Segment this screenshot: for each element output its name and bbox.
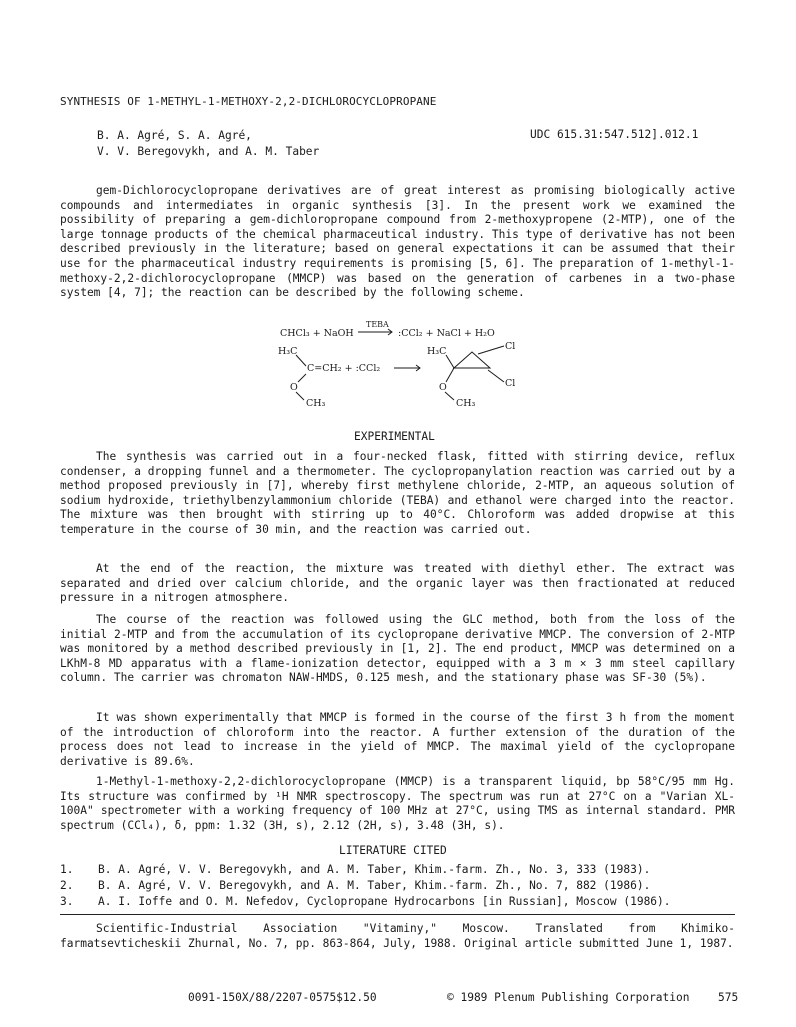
bond-o-ch3-right bbox=[445, 392, 454, 400]
experimental-text-5: 1-Methyl-1-methoxy-2,2-dichlorocyclopropane (MMCP) is a transparent liquid, bp 58°C/95 mm Hg. Its structure was confirmed by ¹H NMR spectroscopy. The spectrum was run at 27°C on a "Varian XL-100A" spectrometer with a working frequency of 100 MHz at 27°C, using TMS as internal standard. PMR spectrum (CCl₄), δ, ppm: 1.32 (3H, s), 2.12 (2H, s), 3.48 (3H, s). bbox=[60, 775, 735, 832]
scheme-o-left: O bbox=[290, 382, 298, 393]
reference-item bbox=[60, 894, 740, 910]
intro-text: gem-Dichlorocyclopropane derivatives are of great interest as promising biologically active compounds and intermediates in organic synthesis [3]. In the present work we examined the possibility of preparing a gem-dichloropropane compound from 2-methoxypropene (2-MTP), one of the large tonnage products of the chemical pharmaceutical industry. This type of derivative has not been described previously in the literature; based on general expectations it can be assumed that their use for the pharmaceutical industry requirements is promising [5, 6]. The preparation of 1-methyl-1-methoxy-2,2-dichlorocyclopropane (MMCP) was based on the generation of carbenes in a two-phase system [4, 7]; the reaction can be described by the following scheme. bbox=[60, 184, 735, 300]
scheme-ch3-left: CH₃ bbox=[306, 398, 326, 409]
reaction-scheme bbox=[270, 318, 540, 410]
cyclopropane-ring bbox=[454, 352, 490, 368]
literature-heading: LITERATURE CITED bbox=[339, 844, 447, 857]
experimental-paragraph-4 bbox=[60, 711, 735, 769]
experimental-paragraph-2 bbox=[60, 562, 735, 606]
scheme-o-right: O bbox=[439, 382, 447, 393]
experimental-text-2: At the end of the reaction, the mixture was treated with diethyl ether. The extract was separated and dried over calcium chloride, and the organic layer was then fractionated at reduced pressure in a nitrogen atmosphere. bbox=[60, 562, 735, 605]
footer-code: 0091-150X/88/2207-0575$12.50 bbox=[188, 991, 377, 1004]
udc-code: UDC 615.31:547.512].012.1 bbox=[530, 128, 699, 141]
article-title: SYNTHESIS OF 1-METHYL-1-METHOXY-2,2-DICHLOROCYCLOPROPANE bbox=[60, 95, 437, 108]
reference-text: A. I. Ioffe and O. M. Nefedov, Cyclopropane Hydrocarbons [in Russian], Moscow (1986). bbox=[98, 895, 671, 908]
scheme-alkene: C=CH₂ + :CCl₂ bbox=[307, 363, 381, 374]
bond-ch3-ring bbox=[446, 355, 454, 368]
scheme-cl-bottom: Cl bbox=[505, 378, 516, 389]
scheme-reactants: CHCl₃ + NaOH bbox=[280, 328, 354, 339]
scheme-catalyst: TEBA bbox=[366, 320, 389, 329]
reference-number: 2. bbox=[60, 879, 74, 892]
page-number: 575 bbox=[718, 991, 739, 1004]
footnote bbox=[60, 922, 735, 951]
reference-text: B. A. Agré, V. V. Beregovykh, and A. M. Taber, Khim.-farm. Zh., No. 3, 333 (1983). bbox=[98, 863, 651, 876]
footer-copyright: © 1989 Plenum Publishing Corporation bbox=[447, 991, 690, 1004]
authors-line-1: B. A. Agré, S. A. Agré, bbox=[97, 129, 252, 142]
reference-item bbox=[60, 878, 740, 894]
experimental-text-4: It was shown experimentally that MMCP is formed in the course of the first 3 h from the moment of the introduction of chloroform into the reactor. A further extension of the duration of the process does not lead to increase in the yield of MMCP. The maximal yield of the cyclopropane derivative is 89.6%. bbox=[60, 711, 735, 768]
scheme-h3c-left: H₃C bbox=[278, 346, 298, 357]
scheme-h3c-right: H₃C bbox=[427, 346, 447, 357]
experimental-text-3: The course of the reaction was followed using the GLC method, both from the loss of the initial 2-MTP and from the accumulation of its cyclopropane derivative MMCP. The conversion of 2-MTP was monitored by a method described previously in [1, 2]. The end product, MMCP was determined on a LKhM-8 MD apparatus with a flame-ionization detector, equipped with a 3 m × 3 mm steel capillary column. The carrier was chromaton NAW-HMDS, 0.125 mesh, and the stationary phase was SF-30 (5%). bbox=[60, 613, 735, 685]
reference-number: 3. bbox=[60, 895, 74, 908]
authors-line-2: V. V. Beregovykh, and A. M. Taber bbox=[97, 145, 320, 158]
experimental-text-1: The synthesis was carried out in a four-necked flask, fitted with stirring device, reflux condenser, a dropping funnel and a thermometer. The cyclopropanylation reaction was carried out by a method proposed previously in [7], whereby first methylene chloride, 2-MTP, an aqueous solution of sodium hydroxide, triethylbenzylammonium chloride (TEBA) and ethanol were charged into the reactor. The mixture was then brought with stirring up to 40°C. Chloroform was added dropwise at this temperature in the course of 30 min, and the reaction was carried out. bbox=[60, 450, 735, 536]
experimental-heading: EXPERIMENTAL bbox=[354, 430, 435, 443]
experimental-paragraph-5 bbox=[60, 775, 735, 833]
reference-item bbox=[60, 862, 740, 878]
reference-text: B. A. Agré, V. V. Beregovykh, and A. M. Taber, Khim.-farm. Zh., No. 7, 882 (1986). bbox=[98, 879, 651, 892]
scheme-cl-top: Cl bbox=[505, 341, 516, 352]
footnote-text: Scientific-Industrial Association "Vitaminy," Moscow. Translated from Khimiko-farmatsevticheskii Zhurnal, No. 7, pp. 863-864, July, 1988. Original article submitted June 1, 1987. bbox=[60, 922, 735, 950]
bond-c-o-left bbox=[298, 374, 306, 382]
bond-o-ch3-left bbox=[296, 392, 304, 400]
reference-number: 1. bbox=[60, 863, 74, 876]
bond-ch3-c-left bbox=[296, 355, 306, 366]
bond-cl-bottom bbox=[488, 370, 504, 382]
bond-c-o-right bbox=[446, 368, 454, 382]
experimental-paragraph-3 bbox=[60, 613, 735, 686]
scheme-products: :CCl₂ + NaCl + H₂O bbox=[398, 328, 495, 339]
intro-paragraph bbox=[60, 184, 735, 301]
reference-list bbox=[60, 862, 740, 910]
author-list bbox=[97, 128, 319, 160]
scheme-ch3-right: CH₃ bbox=[456, 398, 476, 409]
bond-cl-top bbox=[478, 346, 504, 354]
footnote-divider bbox=[60, 914, 735, 915]
experimental-paragraph-1 bbox=[60, 450, 735, 538]
